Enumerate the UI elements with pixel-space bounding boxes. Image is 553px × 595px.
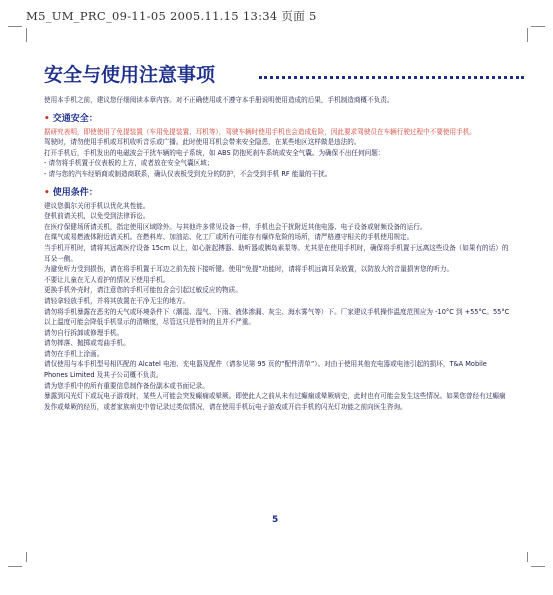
bullet-icon: • bbox=[44, 187, 50, 198]
paragraph: 请勿在手机上涂画。 bbox=[44, 349, 104, 358]
page-number: 5 bbox=[272, 515, 279, 525]
paragraph: 更换手机外壳时，请注意您的手机可能包含会引起过敏反应的物质。 bbox=[44, 286, 242, 295]
section-traffic-heading bbox=[44, 113, 510, 125]
bullet-icon: • bbox=[44, 113, 50, 124]
crop-mark-bottom-right bbox=[531, 566, 545, 567]
paragraph: 请勿将手机暴露在恶劣的天气或环境条件下（潮湿、湿气、下雨、液体渗漏、灰尘、海水雾气等）下。厂家建议手机操作温度范围应为 -10°C 到 +55°C。55°C 以上温度可能会降低手机显示的清晰度，尽管这只是暂时的且并不严重。 bbox=[44, 307, 510, 327]
paragraph: 在医疗保健场所请关机，指定使用区域除外。与其他许多常见设备一样，手机也会干扰附近其他电器、电子设备或射频设备的运行。 bbox=[44, 222, 427, 231]
crop-mark-top-right bbox=[531, 26, 545, 27]
main-content bbox=[44, 95, 510, 412]
paragraph: 请勿自行拆卸或修理手机。 bbox=[44, 328, 124, 337]
paragraph: 打开手机后，手机发出的电磁波会干扰车辆的电子系统，如 ABS 防抱死刹车系统或安全气囊。为确保不出任何问题： bbox=[44, 148, 385, 157]
paragraph: 当手机开机时，请将其远离医疗设备 15cm 以上，如心脏起搏器、助听器或胰岛素泵等。尤其是在使用手机时，确保将手机置于远离这些设备（如果有的话）的耳朵一侧。 bbox=[44, 243, 509, 263]
section-usage-heading bbox=[44, 187, 510, 199]
paragraph: 驾驶时，请勿使用手机或耳机收听音乐或广播。此时使用耳机会带来安全隐患，在某些地区这样做是违法的。 bbox=[44, 138, 361, 147]
crop-mark-bottom-left-v bbox=[26, 552, 27, 562]
paragraph: 请为您手机中的所有重要信息制作备份副本或书面记录。 bbox=[44, 381, 209, 390]
paragraph: 在煤气或易燃液体附近请关机。在燃料库、加油站、化工厂或所有可能存有爆炸危险的场所，请严格遵守相关的手机使用规定。 bbox=[44, 233, 414, 242]
paragraph: 请勿摔落、抛掷或弯曲手机。 bbox=[44, 339, 130, 348]
paragraph: 为避免听力受到损伤，请在将手机置于耳边之前先按下接听键。使用“免提”功能时，请将手机远离耳朵放置，以防放大的音量损害您的听力。 bbox=[44, 265, 454, 274]
paragraph: 登机前请关机，以免受到法律诉讼。 bbox=[44, 212, 150, 221]
paragraph: 建议您偶尔关闭手机以优化其性能。 bbox=[44, 201, 150, 210]
section-title: 交通安全： bbox=[52, 113, 98, 124]
crop-mark-bottom-right-v bbox=[527, 552, 528, 562]
traffic-warning: 据研究表明，即使使用了免提装置（车用免提装置、耳机等），驾驶车辆时使用手机也会造成危险，因此要求驾驶员在车辆行驶过程中不要使用手机。 bbox=[44, 127, 476, 136]
print-header: M5_UM_PRC_09-11-05 2005.11.15 13:34 页面 5 bbox=[26, 9, 317, 23]
title-leader-dots bbox=[259, 76, 524, 79]
intro-paragraph: 使用本手机之前，建议您仔细阅读本章内容。对不正确使用或不遵守本手册说明使用造成的后果，手机制造商概不负责。 bbox=[44, 96, 394, 104]
crop-mark-bottom-left bbox=[8, 566, 22, 567]
crop-mark-top-left-v bbox=[26, 28, 27, 42]
title-row bbox=[44, 60, 524, 90]
paragraph: 不要让儿童在无人看护的情况下使用手机。 bbox=[44, 275, 170, 284]
page-title: 安全与使用注意事项 bbox=[44, 64, 216, 86]
paragraph: 请仅使用与本手机型号相匹配的 Alcatel 电池、充电器及配件（请参见第 95 页的“配件清单”）。对由于使用其他充电器或电池引起的损坏，T&A Mobile Phones Limited 及其子公司概不负责。 bbox=[44, 360, 487, 380]
crop-mark-top-right-v bbox=[527, 28, 528, 42]
list-item: - 请勿将手机置于仪表板的上方，或者放在安全气囊区域； bbox=[44, 159, 214, 168]
list-item: - 请与您的汽车经销商或制造商联系，确认仪表板受到充分的防护，不会受到手机 RF 能量的干扰。 bbox=[44, 169, 332, 178]
paragraph: 请轻拿轻放手机，并将其放置在干净无尘的地方。 bbox=[44, 296, 190, 305]
crop-mark-top-left bbox=[8, 26, 22, 27]
section-title: 使用条件： bbox=[52, 187, 98, 198]
paragraph: 暴露到闪光灯下或玩电子游戏时，某些人可能会突发癫痫或晕厥。即使此人之前从未有过癫痫或晕厥病史，此时也有可能会发生这些情况。如果您曾经有过癫痫发作或晕厥的经历，或者家族病史中曾记录过类似情况，请在使用手机玩电子游戏或开启手机的闪光灯功能之前向医生咨询。 bbox=[44, 392, 506, 411]
